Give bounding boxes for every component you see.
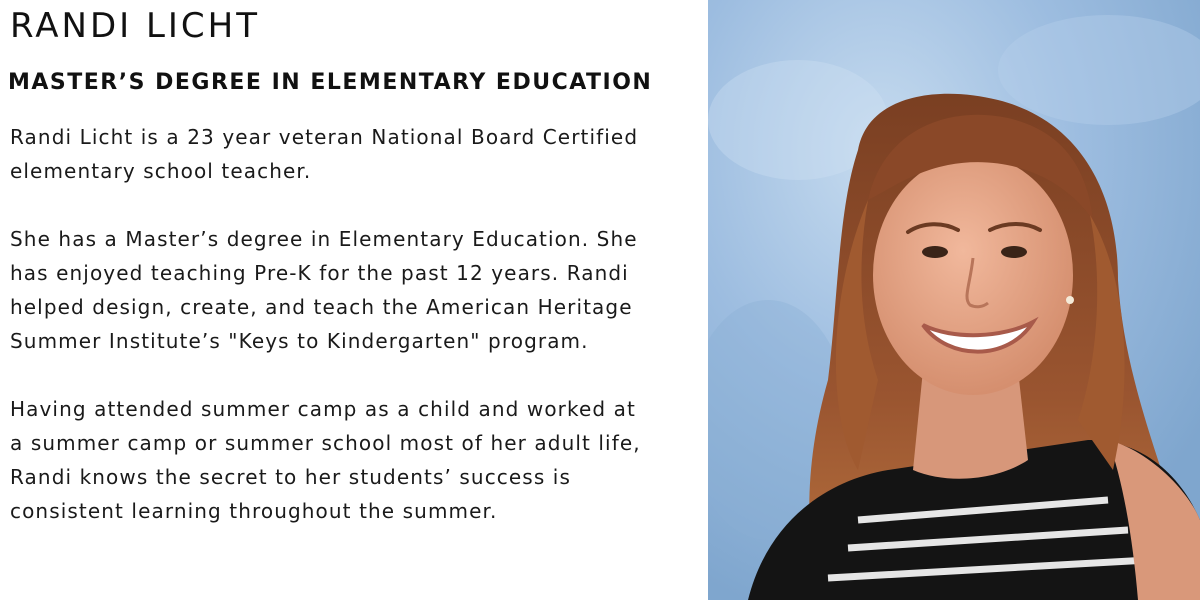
bio-paragraph [10, 222, 700, 358]
face [873, 155, 1073, 395]
bio-line: has enjoyed teaching Pre-K for the past 12 years. Randi [10, 261, 629, 285]
bio-line: Randi Licht is a 23 year veteran National Board Certified [10, 125, 639, 149]
bio-line: Summer Institute’s "Keys to Kindergarten" program. [10, 329, 589, 353]
profile-degree: MASTER’S DEGREE IN ELEMENTARY EDUCATION [8, 70, 653, 95]
bio-paragraph [10, 120, 700, 188]
profile-bio [10, 120, 700, 562]
bio-line: consistent learning throughout the summer. [10, 499, 498, 523]
eye-left [922, 246, 948, 258]
eye-right [1001, 246, 1027, 258]
profile-name: RANDI LICHT [10, 6, 260, 46]
bio-line: helped design, create, and teach the American Heritage [10, 295, 633, 319]
bio-line: Randi knows the secret to her students’ success is [10, 465, 571, 489]
bio-line: She has a Master’s degree in Elementary Education. She [10, 227, 638, 251]
profile-text [10, 0, 700, 600]
bio-line: a summer camp or summer school most of her adult life, [10, 431, 641, 455]
bio-line: elementary school teacher. [10, 159, 312, 183]
bio-paragraph [10, 392, 700, 528]
bio-line: Having attended summer camp as a child and worked at [10, 397, 636, 421]
portrait-photo [708, 0, 1200, 600]
portrait-illustration [708, 0, 1200, 600]
